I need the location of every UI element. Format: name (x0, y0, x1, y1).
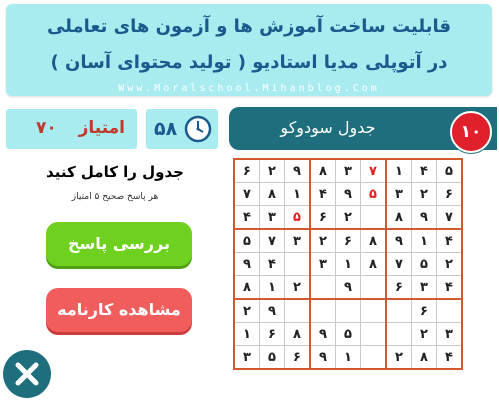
sudoku-cell[interactable]: ۳ (412, 276, 437, 300)
sudoku-cell[interactable]: ۷ (437, 206, 463, 230)
sudoku-cell[interactable]: ۲ (412, 183, 437, 206)
sudoku-cell[interactable]: ۳ (310, 253, 336, 276)
sudoku-cell[interactable]: ۶ (260, 323, 285, 346)
sudoku-cell[interactable]: ۵ (412, 253, 437, 276)
sudoku-cell[interactable] (310, 299, 336, 323)
sudoku-row (234, 229, 462, 253)
banner-title-line1: قابلیت ساخت آموزش ها و آزمون های تعاملی (46, 16, 452, 37)
sudoku-cell[interactable]: ۹ (310, 346, 336, 370)
sudoku-cell[interactable]: ۶ (412, 299, 437, 323)
close-button[interactable] (3, 350, 51, 398)
sudoku-cell[interactable]: ۵ (361, 183, 387, 206)
sudoku-row (234, 159, 462, 183)
sudoku-cell[interactable]: ۹ (285, 159, 311, 183)
sudoku-cell[interactable]: ۳ (336, 159, 361, 183)
sudoku-cell[interactable]: ۹ (336, 183, 361, 206)
game-title: جدول سودوکو (280, 118, 376, 137)
sudoku-cell[interactable] (437, 299, 463, 323)
sudoku-cell[interactable]: ۳ (234, 346, 260, 370)
sudoku-cell[interactable]: ۲ (386, 346, 412, 370)
sudoku-cell[interactable]: ۲ (336, 206, 361, 230)
sudoku-row (234, 253, 462, 276)
sudoku-cell[interactable]: ۶ (437, 183, 463, 206)
sudoku-cell[interactable] (310, 276, 336, 300)
sudoku-cell[interactable]: ۹ (260, 299, 285, 323)
sudoku-cell[interactable]: ۴ (234, 206, 260, 230)
sudoku-cell[interactable]: ۴ (437, 229, 463, 253)
sudoku-cell[interactable]: ۲ (234, 299, 260, 323)
sudoku-cell[interactable]: ۹ (336, 276, 361, 300)
sudoku-cell[interactable]: ۲ (285, 276, 311, 300)
header-banner (6, 4, 492, 96)
sudoku-cell[interactable] (285, 253, 311, 276)
sudoku-cell[interactable]: ۱ (285, 183, 311, 206)
sudoku-row (234, 206, 462, 230)
timer-value: ۵۸ (154, 118, 178, 140)
sudoku-cell[interactable]: ۹ (234, 253, 260, 276)
clock-icon (184, 115, 212, 147)
sudoku-cell[interactable] (386, 299, 412, 323)
sudoku-cell[interactable]: ۵ (336, 323, 361, 346)
sudoku-cell[interactable]: ۸ (412, 346, 437, 370)
sudoku-cell[interactable]: ۹ (310, 323, 336, 346)
sudoku-cell[interactable] (361, 206, 387, 230)
sudoku-cell[interactable]: ۲ (437, 253, 463, 276)
banner-url: Www.Moralschool.Mihanblog.Com (118, 83, 380, 94)
sudoku-cell[interactable] (336, 299, 361, 323)
sudoku-cell[interactable]: ۱ (234, 323, 260, 346)
sudoku-cell[interactable] (386, 323, 412, 346)
sudoku-cell[interactable]: ۶ (310, 206, 336, 230)
sudoku-cell[interactable]: ۲ (310, 229, 336, 253)
sudoku-cell[interactable]: ۱ (412, 229, 437, 253)
sudoku-cell[interactable]: ۸ (285, 323, 311, 346)
sudoku-cell[interactable]: ۸ (234, 276, 260, 300)
sudoku-cell[interactable]: ۵ (234, 229, 260, 253)
sudoku-cell[interactable]: ۱ (386, 159, 412, 183)
sudoku-cell[interactable]: ۴ (437, 276, 463, 300)
sudoku-cell[interactable]: ۱ (260, 276, 285, 300)
sudoku-cell[interactable]: ۸ (361, 253, 387, 276)
sudoku-cell[interactable]: ۶ (234, 159, 260, 183)
sudoku-row (234, 276, 462, 300)
close-icon (3, 350, 51, 398)
sudoku-cell[interactable]: ۳ (285, 229, 311, 253)
sudoku-cell[interactable]: ۷ (260, 229, 285, 253)
score-value: ۷۰ (36, 118, 57, 138)
sudoku-cell[interactable]: ۶ (386, 276, 412, 300)
sudoku-cell[interactable]: ۹ (412, 206, 437, 230)
sudoku-cell[interactable]: ۷ (386, 253, 412, 276)
sudoku-cell[interactable]: ۵ (437, 159, 463, 183)
level-badge: ۱۰ (450, 111, 492, 153)
sudoku-cell[interactable]: ۸ (386, 206, 412, 230)
sudoku-cell[interactable] (361, 346, 387, 370)
sudoku-grid (233, 158, 463, 370)
sudoku-cell[interactable]: ۴ (437, 346, 463, 370)
sudoku-cell[interactable]: ۸ (260, 183, 285, 206)
score-label: امتیاز (78, 118, 125, 138)
sudoku-cell[interactable]: ۴ (260, 253, 285, 276)
sudoku-cell[interactable]: ۲ (260, 159, 285, 183)
banner-title-line2: در آتوپلی مدیا استادیو ( تولید محتوای آسان ) (50, 52, 448, 73)
sudoku-cell[interactable]: ۸ (310, 159, 336, 183)
sudoku-cell[interactable]: ۵ (260, 346, 285, 370)
timer-box (146, 109, 218, 149)
sudoku-cell[interactable]: ۷ (234, 183, 260, 206)
sudoku-cell[interactable] (285, 299, 311, 323)
sudoku-cell[interactable]: ۶ (336, 229, 361, 253)
sudoku-cell[interactable]: ۸ (361, 229, 387, 253)
sudoku-cell[interactable]: ۴ (310, 183, 336, 206)
sudoku-cell[interactable]: ۱ (336, 253, 361, 276)
sudoku-cell[interactable]: ۳ (260, 206, 285, 230)
sudoku-row (234, 183, 462, 206)
sudoku-cell[interactable]: ۳ (386, 183, 412, 206)
instruction-subtext: هر پاسخ صحیح ۵ امتیاز (71, 192, 159, 202)
sudoku-cell[interactable]: ۶ (285, 346, 311, 370)
view-report-button[interactable]: مشاهده کارنامه (46, 288, 192, 332)
sudoku-cell[interactable]: ۷ (361, 159, 387, 183)
sudoku-cell[interactable]: ۱ (336, 346, 361, 370)
sudoku-row (234, 323, 462, 346)
sudoku-row (234, 299, 462, 323)
check-answer-button[interactable]: بررسی پاسخ (46, 222, 192, 266)
sudoku-cell[interactable]: ۳ (437, 323, 463, 346)
sudoku-cell[interactable]: ۴ (412, 159, 437, 183)
score-box (6, 109, 137, 149)
sudoku-cell[interactable]: ۲ (412, 323, 437, 346)
sudoku-cell[interactable]: ۹ (386, 229, 412, 253)
sudoku-cell[interactable] (361, 299, 387, 323)
sudoku-cell[interactable] (361, 276, 387, 300)
instruction-heading: جدول را کامل کنید (46, 163, 184, 181)
sudoku-cell[interactable]: ۵ (285, 206, 311, 230)
sudoku-row (234, 346, 462, 370)
sudoku-cell[interactable] (361, 323, 387, 346)
